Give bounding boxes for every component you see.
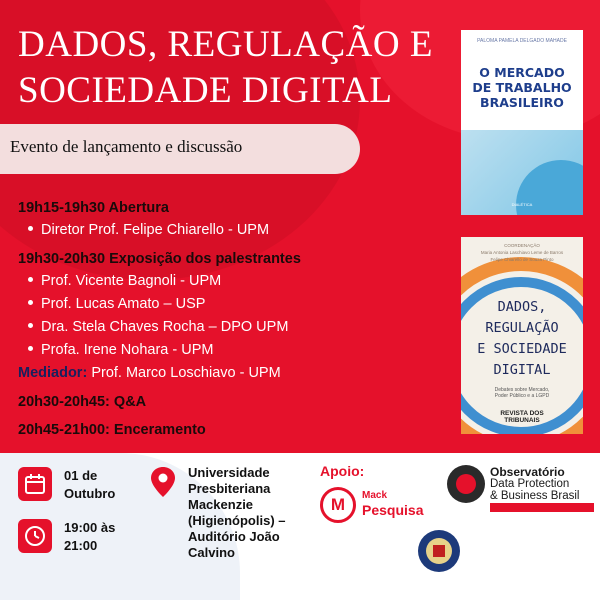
clock-icon <box>18 519 52 553</box>
observatorio-logo <box>447 465 485 503</box>
book-title: DADOS, REGULAÇÃO E SOCIEDADE DIGITAL <box>477 299 567 378</box>
speaker-item: Prof. Lucas Amato – USP <box>18 296 205 312</box>
book-publisher: REVISTA DOS TRIBUNAIS <box>500 410 544 424</box>
schedule-opening: 19h15-19h30 Abertura <box>18 200 169 216</box>
book-publisher: DIALÉTICA <box>511 202 533 207</box>
book-author: PALOMA PAMELA DELGADO MAHADE <box>477 38 567 44</box>
observatorio-subtitle: Data Protection & Business Brasil <box>490 478 580 502</box>
schedule-closing: 20h45-21h00: Enceramento <box>18 422 206 438</box>
title-line: DADOS, REGULAÇÃO E <box>18 24 433 65</box>
speaker-item: Prof. Vicente Bagnoli - UPM <box>18 273 221 289</box>
mackpesquisa-text: Mack <box>362 490 388 501</box>
book-coordinators: COORDENAÇÃO Maria Antonia Laschiavo Leme de Barros Felipe Chiarello de Souza Pinto <box>480 243 564 262</box>
book-cover-mercado-trabalho <box>461 30 583 215</box>
title-line: SOCIEDADE DIGITAL <box>18 70 393 111</box>
schedule-item: Diretor Prof. Felipe Chiarello - UPM <box>18 222 269 238</box>
speaker-item: Profa. Irene Nohara - UPM <box>18 342 213 358</box>
event-venue: Universidade Presbiteriana Mackenzie (Higienópolis) – Auditório João Calvino <box>188 465 286 560</box>
event-time: 19:00 às 21:00 <box>64 520 116 553</box>
mackpesquisa-text: Pesquisa <box>362 502 424 518</box>
book-subtitle: Debates sobre Mercado, Poder Público e a LGPD <box>494 387 550 399</box>
location-pin-icon <box>148 465 178 499</box>
observatorio-tagline <box>490 503 594 512</box>
book-title: O MERCADO DE TRABALHO BRASILEIRO <box>472 65 572 110</box>
schedule-qa: 20h30-20h45: Q&A <box>18 394 147 410</box>
event-date: 01 de Outubro <box>64 468 116 501</box>
mediator-line: Mediador: Prof. Marco Loschiavo - UPM <box>18 365 281 381</box>
university-seal <box>418 530 460 572</box>
schedule-presentations: 19h30-20h30 Exposição dos palestrantes <box>18 251 301 267</box>
book-cover-dados-regulacao <box>461 237 583 434</box>
event-title <box>18 22 438 114</box>
calendar-icon <box>18 467 52 501</box>
event-subtitle: Evento de lançamento e discussão <box>10 137 243 156</box>
speaker-item: Dra. Stela Chaves Rocha – DPO UPM <box>18 319 288 335</box>
support-label: Apoio: <box>320 463 365 479</box>
observatorio-title: Observatório <box>490 465 565 479</box>
mackpesquisa-logo: M <box>320 487 356 523</box>
